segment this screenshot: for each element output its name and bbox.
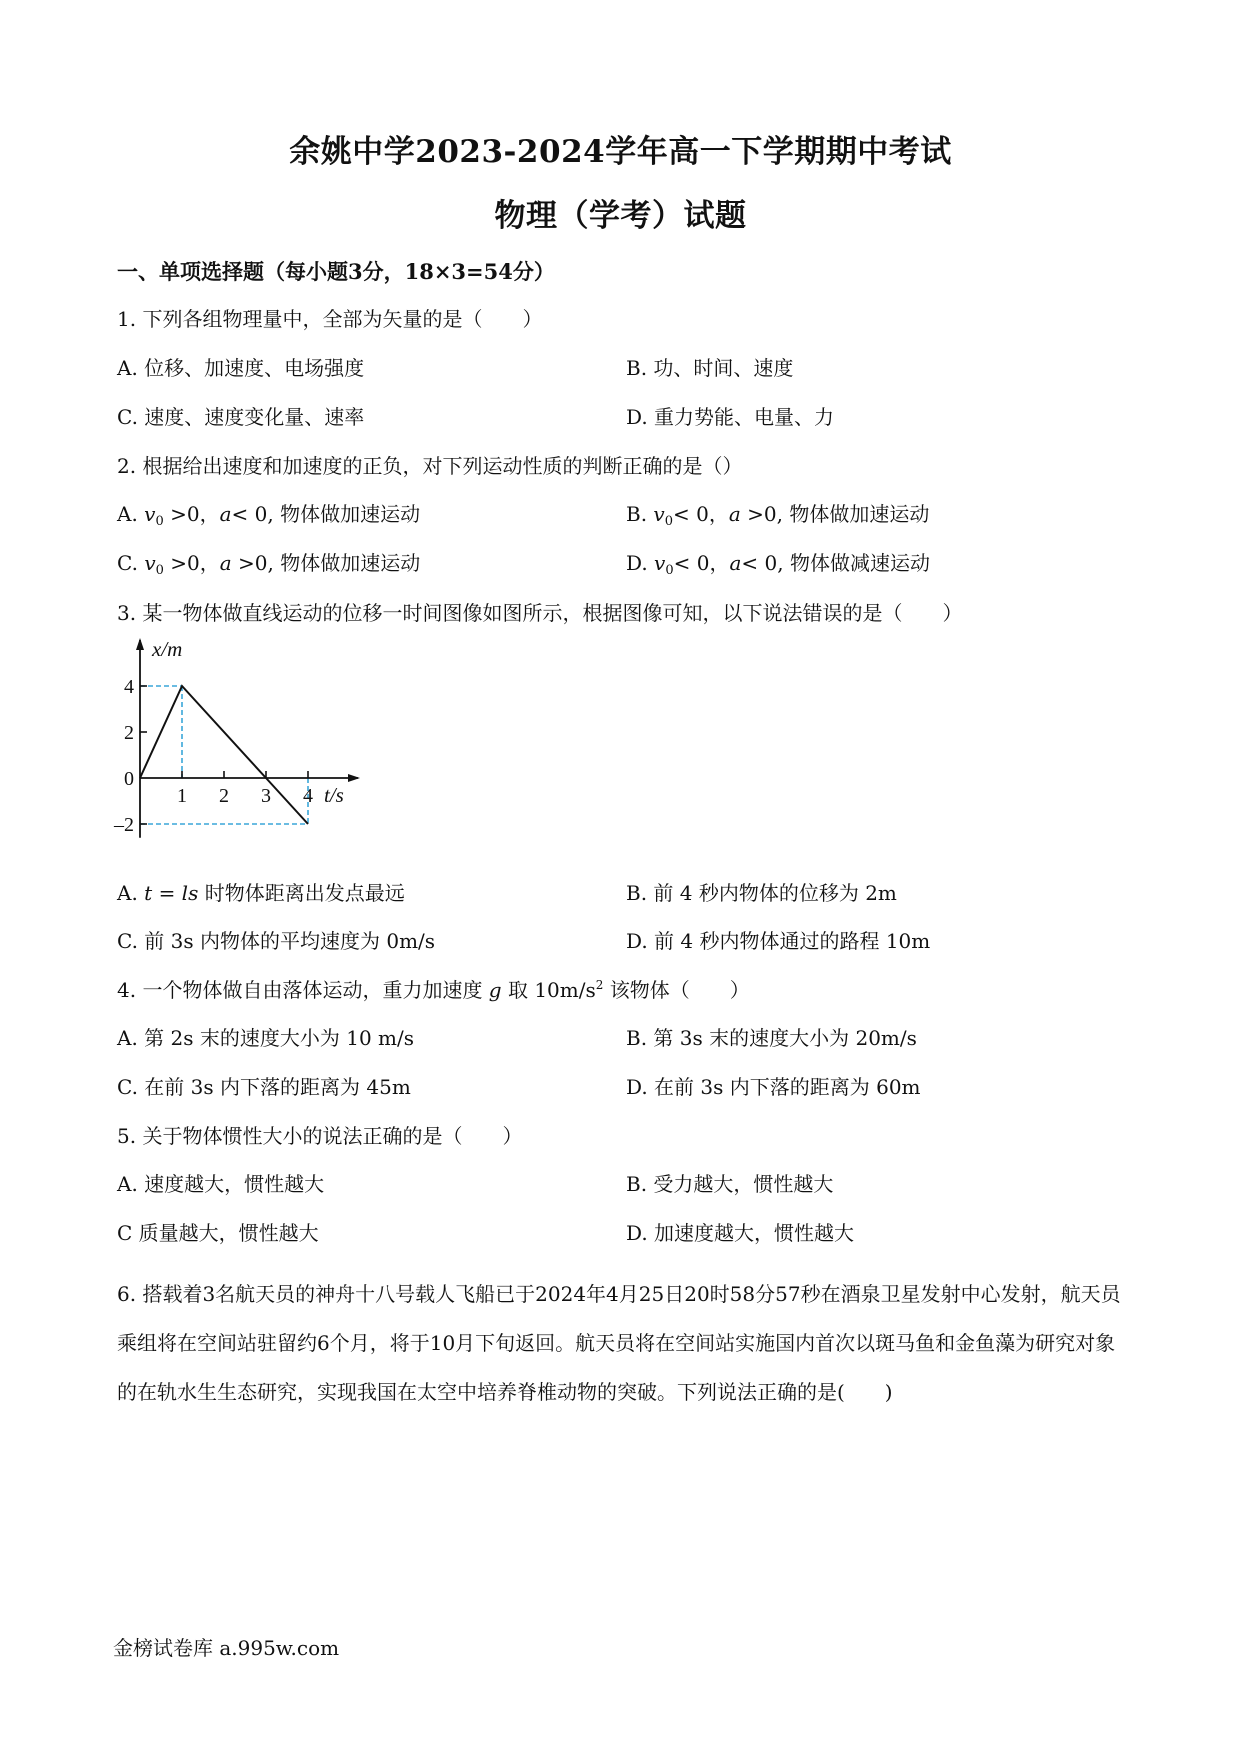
axes	[136, 638, 360, 838]
q1-option-d: D. 重力势能、电量、力	[626, 405, 835, 429]
q4-option-a: A. 第 2s 末的速度大小为 10 m/s	[117, 1026, 414, 1050]
q1-option-c: C. 速度、速度变化量、速率	[117, 405, 365, 429]
x-tick-label-1: 1	[177, 785, 187, 807]
y-axis-arrow	[136, 638, 144, 650]
q4-option-c: C. 在前 3s 内下落的距离为 45m	[117, 1075, 411, 1099]
exam-title: 余姚中学2023-2024学年高一下学期期中考试	[289, 134, 952, 170]
q4-stem: 4. 一个物体做自由落体运动，重力加速度 g 取 $10m/s^2$ 该物体（ ）	[117, 978, 750, 1002]
footer-source: 金榜试卷库 a.995w.com	[113, 1636, 340, 1660]
q2-option-d: D. $v_0< 0$，a< 0, 物体做减速运动	[626, 551, 930, 578]
q2-stem: 2. 根据给出速度和加速度的正负，对下列运动性质的判断正确的是（）	[117, 454, 743, 478]
q3-option-a: A. t = ls 时物体距离出发点最远	[117, 881, 405, 905]
y-axis-label: x/m	[152, 637, 183, 661]
q5-option-c: C 质量越大，惯性越大	[117, 1221, 319, 1245]
q2-option-c: C. $v_0 >0$，a >0, 物体做加速运动	[117, 551, 421, 578]
q4-option-b: B. 第 3s 末的速度大小为 20m/s	[626, 1026, 917, 1050]
x-axis-label: t/s	[324, 783, 344, 807]
q3-option-b: B. 前 4 秒内物体的位移为 2m	[626, 881, 897, 905]
q5-option-b: B. 受力越大，惯性越大	[626, 1172, 834, 1196]
q1-option-a: A. 位移、加速度、电场强度	[117, 356, 365, 380]
q5-option-a: A. 速度越大，惯性越大	[117, 1172, 325, 1196]
y-tick-label-0: 4	[124, 676, 134, 698]
y-tick-label-3: –2	[114, 814, 134, 836]
position-time-graph	[110, 634, 390, 868]
y-tick-label-2: 0	[124, 768, 134, 790]
exam-subtitle: 物理（学考）试题	[494, 198, 747, 234]
q3-option-c: C. 前 3s 内物体的平均速度为 0m/s	[117, 929, 436, 953]
q3-stem: 3. 某一物体做直线运动的位移一时间图像如图所示，根据图像可知，以下说法错误的是（ ）	[117, 601, 963, 625]
q6-stem: 6. 搭载着3名航天员的神舟十八号载人飞船已于2024年4月25日20时58分57秒在酒泉卫星发射中心发射，航天员乘组将在空间站驻留约6个月，将于10月下旬返回。航天员将在空间站实施国内首次以斑马鱼和金鱼藻为研究对象的在轨水生生态研究，实现我国在太空中培养脊椎动物的突破。下列说法正确的是( )	[117, 1282, 1121, 1404]
x-tick-label-2: 2	[219, 785, 229, 807]
q4-option-d: D. 在前 3s 内下落的距离为 60m	[626, 1075, 921, 1099]
x-tick-label-4: 4	[303, 785, 313, 807]
q2-option-b: B. $v_0< 0$，a >0, 物体做加速运动	[626, 502, 930, 529]
x-tick-label-3: 3	[261, 785, 271, 807]
q1-stem: 1. 下列各组物理量中，全部为矢量的是（ ）	[117, 307, 543, 331]
q5-option-d: D. 加速度越大，惯性越大	[626, 1221, 855, 1245]
q1-option-b: B. 功、时间、速度	[626, 356, 794, 380]
x-axis-arrow	[348, 774, 360, 782]
y-tick-label-1: 2	[124, 722, 134, 744]
q2-option-a: A. $v_0 >0$，a< 0, 物体做加速运动	[117, 502, 421, 529]
q5-stem: 5. 关于物体惯性大小的说法正确的是（ ）	[117, 1124, 523, 1148]
section-heading: 一、单项选择题（每小题3分，18×3=54分）	[117, 259, 555, 284]
q3-option-d: D. 前 4 秒内物体通过的路程 10m	[626, 929, 931, 953]
